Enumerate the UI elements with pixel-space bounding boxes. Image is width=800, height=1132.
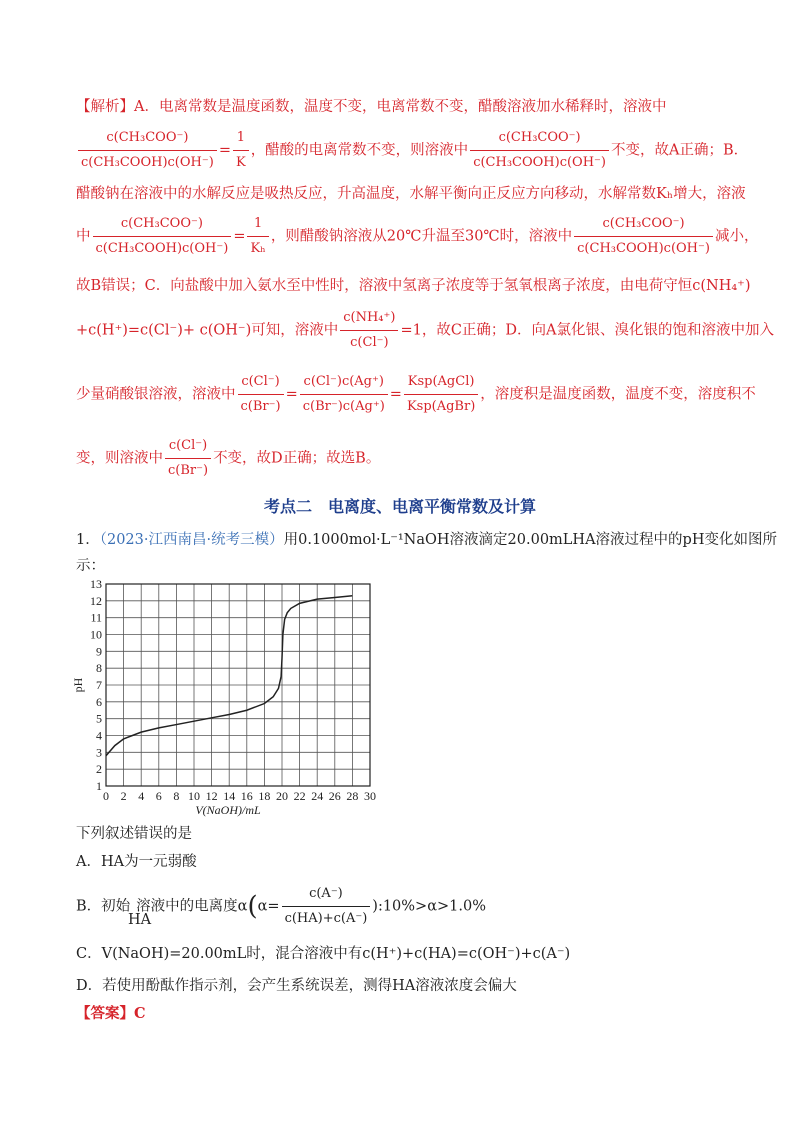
fraction [247, 214, 268, 259]
x-tick-label: 18 [258, 789, 271, 803]
x-tick-label: 0 [103, 789, 109, 803]
fraction-denominator: c(Br⁻) [165, 458, 211, 481]
y-axis-label: pH [71, 677, 85, 693]
text: 不变，故D正确；故选B。 [213, 450, 381, 467]
text: 少量硝酸银溶液，溶液中 [76, 386, 236, 403]
y-tick-label: 6 [96, 694, 102, 709]
y-tick-label: 2 [96, 762, 102, 777]
option-c: C．V(NaOH)=20.00mL时，混合溶液中有c(H⁺)+c(HA)=c(OH⁻)+c(A⁻) [76, 946, 571, 962]
fraction [470, 128, 609, 173]
text: 减小， [714, 228, 759, 245]
fraction [282, 884, 371, 929]
y-tick-label: 11 [90, 610, 102, 625]
x-tick-label: 24 [311, 789, 324, 803]
fraction-denominator: c(CH₃COOH)c(OH⁻) [470, 150, 609, 173]
analysis-line-5: 故B错误；C．向盐酸中加入氨水至中性时，溶液中氢离子浓度等于氢氧根离子浓度，由电荷守恒c(NH₄⁺) [76, 278, 751, 294]
question-source: （2023·江西南昌·统考三模） [99, 532, 284, 548]
fraction-denominator: K [233, 150, 249, 173]
x-tick-label: 10 [188, 789, 200, 803]
text: ，醋酸的电离常数不变，则溶液中 [250, 142, 469, 159]
fraction [233, 128, 249, 173]
paren-open: ( [247, 891, 258, 922]
analysis-line-7: 少量硝酸银溶液，溶液中 $\frac{c(Cl^-)}{c(Br^-)}$ = $\frac{c(Cl^-)c(Ag^+)}{c(Br^-)c(Ag^+)}$ = $\frac{\text{Ksp(AgCl)}}{\text{Ksp(AgBr)}}$ ，溶度积是温度函数，温度不变，溶度积不 [76, 372, 756, 417]
y-tick-label: 5 [96, 711, 102, 726]
fraction-numerator: 1 [236, 130, 245, 145]
text: ，溶度积是温度函数，温度不变，溶度积不 [480, 386, 756, 403]
y-tick-label: 3 [96, 745, 102, 760]
fraction [574, 214, 713, 259]
analysis-line-2 [76, 128, 748, 173]
option-b-ha: HA [128, 912, 152, 928]
fraction-denominator: c(CH₃COOH)c(OH⁻) [574, 236, 713, 259]
y-tick-label: 13 [90, 577, 102, 591]
analysis-line-6 [76, 308, 774, 353]
fraction-denominator: Ksp(AgBr) [404, 394, 478, 417]
x-tick-label: 6 [155, 789, 162, 803]
section-title: 考点二 电离度、电离平衡常数及计算 [263, 497, 536, 516]
text: 中 [76, 228, 91, 245]
fraction-numerator: c(A⁻) [309, 886, 343, 901]
fraction-numerator: c(CH₃COO⁻) [120, 216, 203, 231]
x-tick-label: 2 [120, 789, 127, 803]
question-stem-continued: 示： [76, 558, 105, 574]
fraction-numerator: c(Cl⁻)c(Ag⁺) [303, 374, 384, 389]
text: =1，故C正确；D．向A氯化银、溴化银的饱和溶液中加入 [400, 322, 775, 339]
text: B．初始 [76, 898, 131, 915]
fraction [300, 372, 388, 417]
fraction-numerator: c(CH₃COO⁻) [498, 130, 581, 145]
x-tick-label: 26 [328, 789, 341, 803]
option-b: B．初始 溶液中的电离度α(α= $\frac{c(A^-)}{c(HA)+c(A^-)}$ ):10%>α>1.0% [76, 884, 486, 929]
x-tick-label: 8 [173, 789, 180, 803]
fraction-numerator: c(Cl⁻) [241, 374, 280, 389]
fraction-denominator: c(HA)+c(A⁻) [282, 906, 371, 929]
y-tick-label: 9 [96, 644, 102, 659]
analysis-line-8 [76, 436, 380, 481]
question-stem [76, 530, 777, 550]
x-tick-label: 12 [205, 789, 218, 803]
fraction [340, 308, 398, 353]
fraction-numerator: c(Cl⁻) [168, 438, 208, 453]
y-tick-label: 4 [96, 728, 102, 743]
text: 不变，故A正确；B． [611, 142, 749, 159]
x-tick-label: 4 [138, 789, 145, 803]
text: ，则醋酸钠溶液从20℃升温至30℃时，溶液中 [270, 228, 573, 245]
y-tick-label: 12 [90, 593, 102, 608]
text: ):10%>α>1.0% [372, 898, 486, 915]
analysis-line-3: 醋酸钠在溶液中的水解反应是吸热反应，升高温度，水解平衡向正反应方向移动，水解常数Kₕ增大，溶液 [76, 186, 746, 202]
fraction [78, 128, 217, 173]
x-axis-label: V(NaOH)/mL [195, 803, 261, 817]
fraction-denominator: c(CH₃COOH)c(OH⁻) [78, 150, 217, 173]
fraction [238, 372, 284, 417]
fraction-denominator: c(CH₃COOH)c(OH⁻) [93, 236, 232, 259]
answer: 【答案】C [76, 1005, 146, 1022]
text: 变，则溶液中 [76, 450, 163, 467]
titration-chart [70, 574, 390, 817]
fraction-denominator: c(Cl⁻) [340, 330, 398, 353]
option-a: A．HA为一元弱酸 [76, 854, 197, 870]
fraction-numerator: Ksp(AgCl) [407, 374, 475, 389]
equals: = [218, 142, 231, 159]
x-tick-label: 14 [223, 789, 236, 803]
text: +c(H⁺)=c(Cl⁻)+ c(OH⁻)可知，溶液中 [76, 322, 339, 339]
x-tick-label: 30 [364, 789, 376, 803]
titration-chart-svg [70, 574, 390, 817]
x-tick-label: 16 [240, 789, 253, 803]
fraction-denominator: c(Br⁻) [238, 394, 284, 417]
text: 溶液中的电离度α [136, 898, 248, 915]
y-tick-label: 7 [96, 678, 102, 692]
fraction [165, 436, 211, 481]
analysis-line-4 [76, 214, 758, 259]
fraction-numerator: 1 [254, 216, 263, 231]
option-d: D．若使用酚酞作指示剂，会产生系统误差，测得HA溶液浓度会偏大 [76, 978, 517, 994]
fraction-denominator: c(Br⁻)c(Ag⁺) [300, 394, 388, 417]
y-tick-label: 10 [90, 627, 102, 642]
question-stem-text: 用0.1000mol·L⁻¹NaOH溶液滴定20.00mLHA溶液过程中的pH变化如图所 [283, 532, 777, 548]
x-tick-label: 20 [276, 789, 288, 803]
fraction-numerator: c(CH₃COO⁻) [602, 216, 685, 231]
x-tick-label: 22 [293, 789, 306, 803]
y-tick-label: 1 [96, 779, 102, 793]
x-tick-label: 28 [346, 789, 359, 803]
question-number: 1． [76, 532, 100, 548]
equals: = [233, 228, 246, 245]
analysis-line-1: 【解析】A．电离常数是温度函数，温度不变，电离常数不变，醋酸溶液加水稀释时，溶液中 [76, 99, 667, 115]
fraction [93, 214, 232, 259]
y-tick-label: 8 [96, 661, 102, 676]
question-prompt: 下列叙述错误的是 [76, 826, 192, 842]
fraction [404, 372, 478, 417]
fraction-numerator: c(NH₄⁺) [343, 310, 396, 325]
fraction-denominator: Kₕ [247, 236, 268, 259]
fraction-numerator: c(CH₃COO⁻) [106, 130, 189, 145]
